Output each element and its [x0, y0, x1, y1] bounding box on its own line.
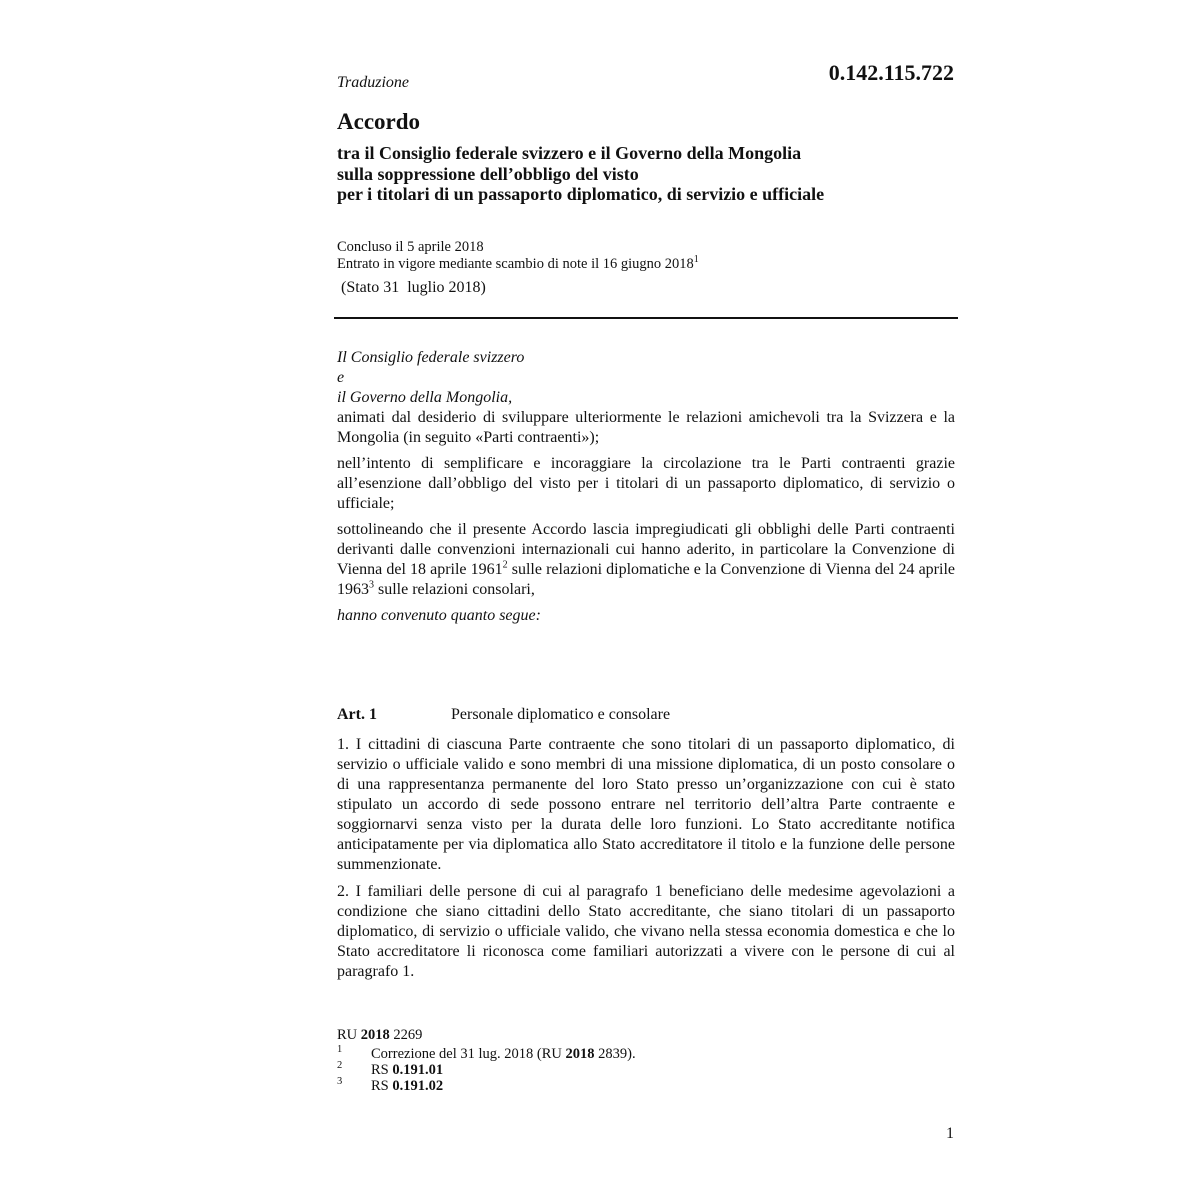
footnotes	[337, 1027, 955, 1094]
document-subtitle	[337, 143, 957, 205]
footnote-text-part: 2839).	[594, 1046, 636, 1062]
footnote-bold: 0.191.01	[392, 1062, 444, 1078]
footnote-text	[371, 1062, 443, 1078]
article-number: Art. 1	[337, 706, 377, 723]
party-2: il Governo della Mongolia,	[337, 389, 513, 406]
entry-into-force	[337, 256, 957, 273]
preamble-paragraph	[337, 520, 955, 600]
article-paragraph: 1. I cittadini di ciascuna Parte contraente che sono titolari di un passaporto diplomatico, di servizio o ufficiale valido e sono membri di una missione diplomatica, di un posto consolare o di una rappresentanza permanente del loro Stato presso un’organizzazione con cui è stato stipulato un accordo di sede possono entrare nel territorio dell’altra Parte contraente e soggiornarvi senza visto per la durata delle loro funzioni. Lo Stato accreditante notifica anticipatamente per via diplomatica allo Stato accreditatore il titolo e la funzione delle persone summenzionate.	[337, 736, 955, 873]
ru-page: 2269	[389, 1027, 423, 1043]
subtitle-line: per i titolari di un passaporto diplomatico, di servizio e ufficiale	[337, 184, 825, 204]
ru-year: 2018	[360, 1027, 390, 1043]
footnote-item	[337, 1078, 955, 1094]
preamble-text: sulle relazioni diplomatiche e la Convenzione di Vienna del 24 aprile 1963	[337, 561, 956, 598]
footnote-text-part: RS	[371, 1078, 393, 1094]
footnote-text-part: Correzione del 31 lug. 2018 (RU	[371, 1046, 566, 1062]
footnote-ref-2[interactable]: 2	[502, 559, 508, 571]
article-paragraph: 2. I familiari delle persone di cui al paragrafo 1 beneficiano delle medesime agevolazioni a condizione che siano cittadini dello Stato accreditante, che siano titolari di un passaporto diplomatico, di servizio o ufficiale valido, che vivano nella stessa economia domestica e che lo Stato accreditatore li riconosca come familiari autorizzati a vivere con le persone di cui al paragrafo 1.	[337, 883, 955, 980]
meta-block	[337, 239, 957, 273]
footnote-number: 1	[337, 1044, 343, 1055]
document-title: Accordo	[337, 109, 421, 134]
article-1-body	[337, 735, 955, 989]
article-1-heading	[337, 705, 955, 725]
preamble-text: sulle relazioni consolari,	[374, 581, 535, 598]
footnote-number: 2	[337, 1060, 343, 1071]
footnote-bold: 0.191.02	[392, 1078, 444, 1094]
header-divider	[334, 317, 958, 319]
preamble	[337, 348, 955, 626]
preamble-text: sottolineando che il presente Accordo lascia impregiudicati gli obblighi delle Parti contraenti derivanti dalle convenzioni internazionali cui hanno aderito, in particolare la Convenzione di Vienna del 18 aprile 1961	[337, 521, 955, 578]
footnote-text	[371, 1046, 636, 1062]
page-number: 1	[946, 1125, 954, 1142]
footnote-ref-3[interactable]: 3	[369, 579, 374, 591]
preamble-closing: hanno convenuto quanto segue:	[337, 607, 541, 624]
footnote-item	[337, 1062, 955, 1078]
translation-label: Traduzione	[337, 74, 410, 91]
conjunction: e	[337, 369, 345, 386]
subtitle-line: tra il Consiglio federale svizzero e il Governo della Mongolia	[337, 143, 802, 163]
footnote-number: 3	[337, 1076, 343, 1087]
ru-reference	[337, 1027, 955, 1043]
concluded-date: Concluso il 5 aprile 2018	[337, 239, 484, 255]
party-1: Il Consiglio federale svizzero	[337, 349, 525, 366]
footnote-ref-1[interactable]: 1	[693, 254, 699, 266]
footnote-item	[337, 1046, 955, 1062]
preamble-paragraph: animati dal desiderio di sviluppare ulteriormente le relazioni amichevoli tra la Svizzera e la Mongolia (in seguito «Parti contraenti»);	[337, 409, 955, 446]
footnote-bold: 2018	[565, 1046, 595, 1062]
entry-into-force-text: Entrato in vigore mediante scambio di note il 16 giugno 2018	[337, 256, 694, 272]
footnote-text-part: RS	[371, 1062, 393, 1078]
status-date: (Stato 31 luglio 2018)	[341, 279, 486, 296]
article-title: Personale diplomatico e consolare	[451, 706, 671, 723]
subtitle-line: sulla soppressione dell’obbligo del visto	[337, 163, 639, 184]
preamble-paragraph: nell’intento di semplificare e incoraggiare la circolazione tra le Parti contraenti grazie all’esenzione dall’obbligo del visto per i titolari di un passaporto diplomatico, di servizio o ufficiale;	[337, 455, 955, 512]
footnote-text	[371, 1078, 443, 1094]
sr-number: 0.142.115.722	[828, 60, 954, 85]
ru-prefix: RU	[337, 1027, 361, 1043]
